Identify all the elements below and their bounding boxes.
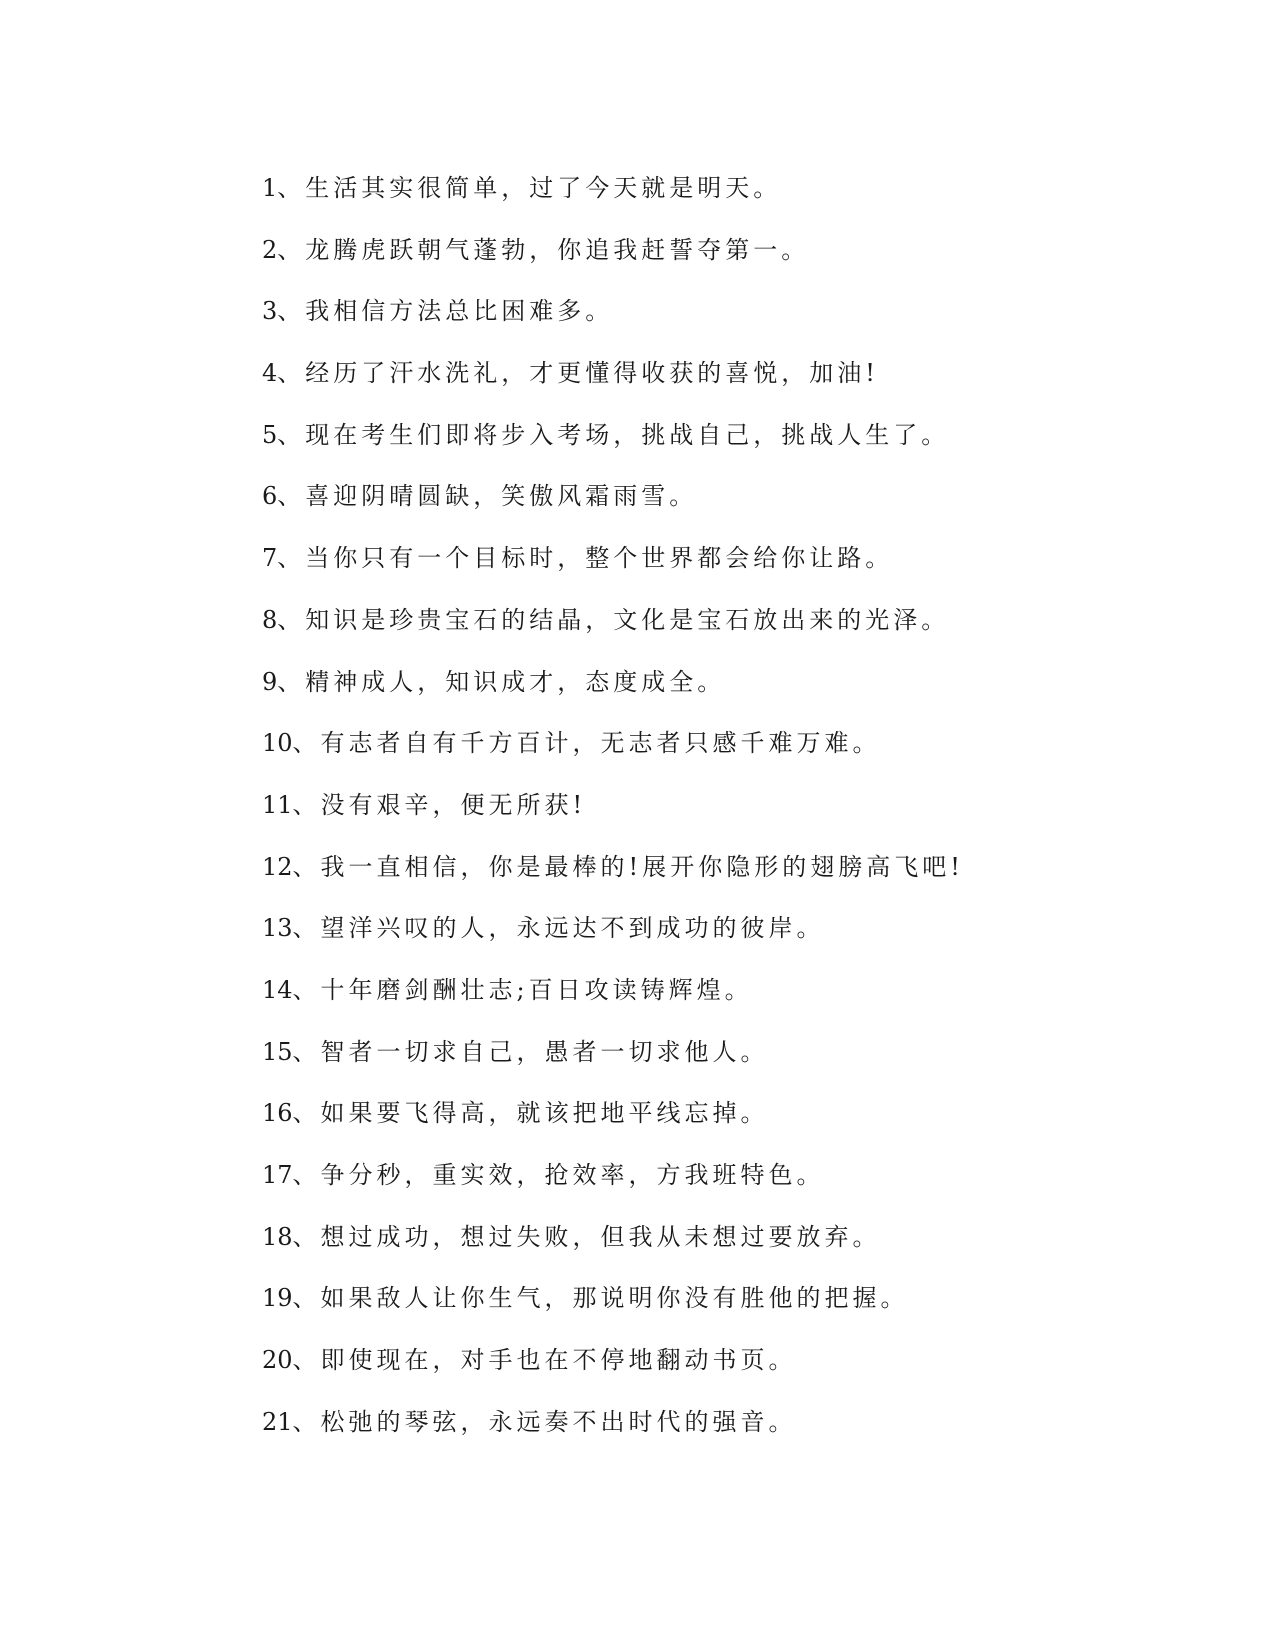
- item-text: 有志者自有千方百计，无志者只感千难万难。: [320, 729, 881, 758]
- item-text: 如果要飞得高，就该把地平线忘掉。: [320, 1099, 769, 1128]
- list-item: [262, 590, 1162, 652]
- item-text: 争分秒，重实效，抢效率，方我班特色。: [320, 1161, 825, 1189]
- item-separator: 、: [292, 1284, 321, 1313]
- item-number: 7: [262, 544, 278, 573]
- item-separator: 、: [292, 1407, 321, 1436]
- item-number: 11: [262, 790, 293, 819]
- item-text: 现在考生们即将步入考场，挑战自己，挑战人生了。: [305, 420, 950, 449]
- item-separator: 、: [277, 235, 306, 264]
- item-text: 松弛的琴弦，永远奏不出时代的强音。: [320, 1407, 797, 1436]
- item-number: 16: [262, 1099, 293, 1128]
- item-number: 10: [262, 729, 293, 758]
- item-number: 12: [262, 852, 293, 881]
- item-text: 智者一切求自己，愚者一切求他人。: [320, 1037, 769, 1066]
- list-item: [262, 1268, 1162, 1330]
- list-item: [262, 466, 1162, 528]
- item-separator: 、: [292, 729, 321, 758]
- item-number: 8: [262, 605, 278, 634]
- quote-list: [262, 158, 1162, 1453]
- item-number: 1: [262, 174, 278, 202]
- list-item: [262, 775, 1162, 837]
- item-number: 19: [262, 1284, 293, 1313]
- item-separator: 、: [292, 1222, 321, 1251]
- list-item: [262, 220, 1162, 282]
- item-number: 5: [262, 420, 278, 449]
- item-separator: 、: [277, 174, 306, 202]
- list-item: [262, 960, 1162, 1022]
- list-item: [262, 528, 1162, 590]
- item-number: 4: [262, 359, 278, 388]
- item-text: 即使现在，对手也在不停地翻动书页。: [320, 1346, 797, 1375]
- item-number: 13: [262, 914, 293, 943]
- item-text: 生活其实很简单，过了今天就是明天。: [305, 174, 782, 202]
- list-item: [262, 652, 1162, 714]
- list-item: [262, 405, 1162, 467]
- item-number: 21: [262, 1407, 293, 1436]
- list-item: [262, 1083, 1162, 1145]
- item-number: 6: [262, 482, 278, 511]
- item-text: 望洋兴叹的人，永远达不到成功的彼岸。: [320, 914, 825, 943]
- item-separator: 、: [277, 359, 306, 388]
- item-text: 如果敌人让你生气，那说明你没有胜他的把握。: [320, 1284, 909, 1313]
- list-item: [262, 713, 1162, 775]
- list-item: [262, 1392, 1162, 1454]
- list-item: [262, 898, 1162, 960]
- item-text: 龙腾虎跃朝气蓬勃，你追我赶誓夺第一。: [305, 235, 810, 264]
- list-item: [262, 837, 1162, 899]
- item-text: 喜迎阴晴圆缺，笑傲风霜雨雪。: [305, 482, 698, 511]
- item-separator: 、: [292, 914, 321, 943]
- item-separator: 、: [292, 975, 321, 1004]
- item-separator: 、: [277, 667, 306, 696]
- item-separator: 、: [292, 852, 321, 881]
- item-separator: 、: [292, 790, 321, 819]
- item-number: 20: [262, 1346, 293, 1375]
- item-number: 9: [262, 667, 278, 696]
- item-text: 经历了汗水洗礼，才更懂得收获的喜悦，加油!: [305, 359, 879, 388]
- list-item: [262, 1207, 1162, 1269]
- item-number: 18: [262, 1222, 293, 1251]
- item-number: 15: [262, 1037, 293, 1066]
- item-text: 精神成人，知识成才，态度成全。: [305, 667, 726, 696]
- item-number: 17: [262, 1161, 293, 1189]
- item-number: 3: [262, 297, 278, 326]
- item-text: 知识是珍贵宝石的结晶，文化是宝石放出来的光泽。: [305, 605, 950, 634]
- item-separator: 、: [277, 420, 306, 449]
- item-number: 14: [262, 975, 293, 1004]
- item-separator: 、: [292, 1346, 321, 1375]
- item-separator: 、: [277, 544, 306, 573]
- item-text: 当你只有一个目标时，整个世界都会给你让路。: [305, 544, 894, 573]
- item-separator: 、: [277, 482, 306, 511]
- list-item: [262, 281, 1162, 343]
- list-item: [262, 343, 1162, 405]
- item-separator: 、: [292, 1037, 321, 1066]
- item-separator: 、: [277, 605, 306, 634]
- list-item: [262, 1145, 1162, 1207]
- item-separator: 、: [292, 1161, 321, 1189]
- item-text: 我一直相信，你是最棒的!展开你隐形的翅膀高飞吧!: [320, 852, 964, 881]
- item-separator: 、: [277, 297, 306, 326]
- list-item: [262, 158, 1162, 220]
- item-text: 十年磨剑酬壮志;百日攻读铸辉煌。: [320, 975, 753, 1004]
- item-separator: 、: [292, 1099, 321, 1128]
- item-text: 想过成功，想过失败，但我从未想过要放弃。: [320, 1222, 881, 1251]
- item-text: 我相信方法总比困难多。: [305, 297, 614, 326]
- list-item: [262, 1330, 1162, 1392]
- item-text: 没有艰辛，便无所获!: [320, 790, 587, 819]
- item-number: 2: [262, 235, 278, 264]
- list-item: [262, 1022, 1162, 1084]
